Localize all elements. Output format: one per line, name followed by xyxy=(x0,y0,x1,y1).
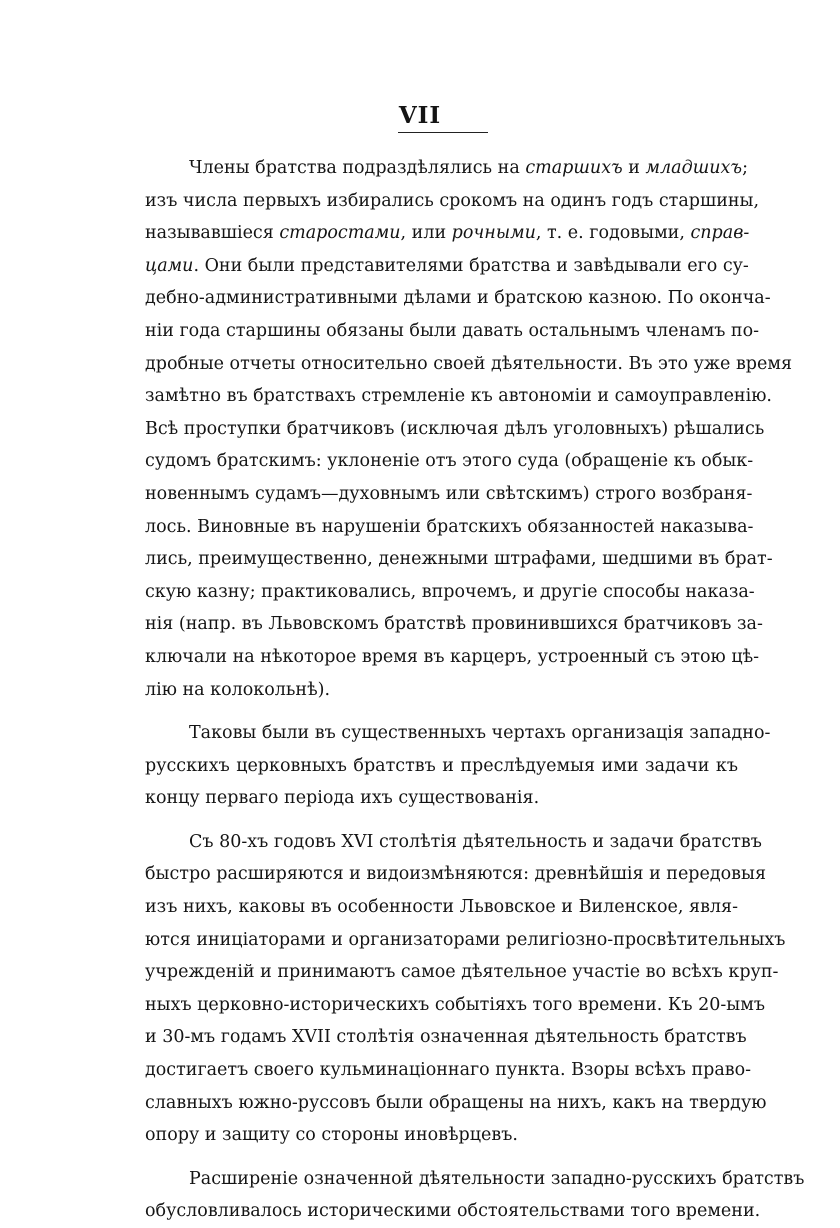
text-line: лось. Виновные въ нарушеніи братскихъ обязанностей наказыва- xyxy=(145,516,754,537)
text-line: Таковы были въ существенныхъ чертахъ организація западно- xyxy=(189,723,771,744)
text-line: ніи года старшины обязаны были давать остальнымъ членамъ по- xyxy=(145,320,760,341)
text-line: ются иниціаторами и организаторами религіозно-просвѣтительныхъ xyxy=(145,929,786,950)
text-line: Съ 80-хъ годовъ XVI столѣтія дѣятельность и задачи братствъ xyxy=(189,831,762,852)
text-line: концу перваго періода ихъ существованія. xyxy=(145,788,540,809)
text-line: русскихъ церковныхъ братствъ и преслѣдуемыя ими задачи къ xyxy=(145,755,738,776)
text-line: ныхъ церковно-историческихъ событіяхъ того времени. Къ 20-ымъ xyxy=(145,994,765,1015)
paragraph-3 xyxy=(145,826,786,1152)
text-line: Расширеніе означенной дѣятельности западно-русскихъ братствъ xyxy=(189,1168,805,1189)
text-line: дебно-административными дѣлами и братскою казною. По оконча- xyxy=(145,288,771,309)
paragraph-1 xyxy=(145,152,793,706)
text-line: достигаетъ своего кульминаціоннаго пункта. Взоры всѣхъ право- xyxy=(145,1060,752,1081)
text-line: ключали на нѣкоторое время въ карцеръ, устроенный съ этою цѣ- xyxy=(145,646,760,667)
text-line: нія (напр. въ Львовскомъ братствѣ провинившихся братчиковъ за- xyxy=(145,614,763,635)
text-line: лись, преимущественно, денежными штрафами, шедшими въ брат- xyxy=(145,549,773,570)
paragraph-gap xyxy=(145,706,738,717)
text-line: скую казну; практиковались, впрочемъ, и другіе способы наказа- xyxy=(145,581,755,602)
text-line: учрежденій и принимаютъ самое дѣятельное участіе во всѣхъ круп- xyxy=(145,962,779,983)
text-line: обусловливалось историческими обстоятельствами того времени. xyxy=(145,1201,761,1222)
text-line: быстро расширяются и видоизмѣняются: древнѣйшія и передовыя xyxy=(145,864,767,885)
text-line: изъ числа первыхъ избирались срокомъ на одинъ годъ старшины, xyxy=(145,190,760,211)
text-line: Всѣ проступки братчиковъ (исключая дѣлъ уголовныхъ) рѣшались xyxy=(145,418,765,439)
text-line: лію на колокольнѣ). xyxy=(145,679,331,700)
text-line: дробные отчеты относительно своей дѣятельности. Въ это уже время xyxy=(145,353,793,374)
text-line: славныхъ южно-руссовъ были обращены на нихъ, какъ на твердую xyxy=(145,1092,767,1113)
text-line: и 30-мъ годамъ XVII столѣтія означенная дѣятельность братствъ xyxy=(145,1027,747,1048)
paragraph-gap xyxy=(145,815,738,826)
text-line: Члены братства подраздѣлялись на старшихъ и младшихъ; xyxy=(189,158,748,178)
text-line: называвшіеся старостами, или рочными, т. е. годовыми, справ- xyxy=(145,223,750,244)
header-rule xyxy=(398,132,488,133)
text-line: замѣтно въ братствахъ стремленіе къ автономіи и самоуправленію. xyxy=(145,386,772,407)
text-line: судомъ братскимъ: уклоненіе отъ этого суда (обращеніе къ обык- xyxy=(145,451,754,472)
text-line: цами. Они были представителями братства и завѣдывали его су- xyxy=(145,255,749,276)
text-line: опору и защиту со стороны иновѣрцевъ. xyxy=(145,1125,518,1146)
text-line: новеннымъ судамъ—духовнымъ или свѣтскимъ) строго возбраня- xyxy=(145,483,753,504)
paragraph-2 xyxy=(145,717,771,815)
paragraph-4 xyxy=(145,1163,805,1228)
paragraph-gap xyxy=(145,1152,738,1163)
text-line: изъ нихъ, каковы въ особенности Львовское и Виленское, явля- xyxy=(145,897,738,918)
body-text xyxy=(145,152,805,1228)
page-number: VII xyxy=(398,102,442,129)
